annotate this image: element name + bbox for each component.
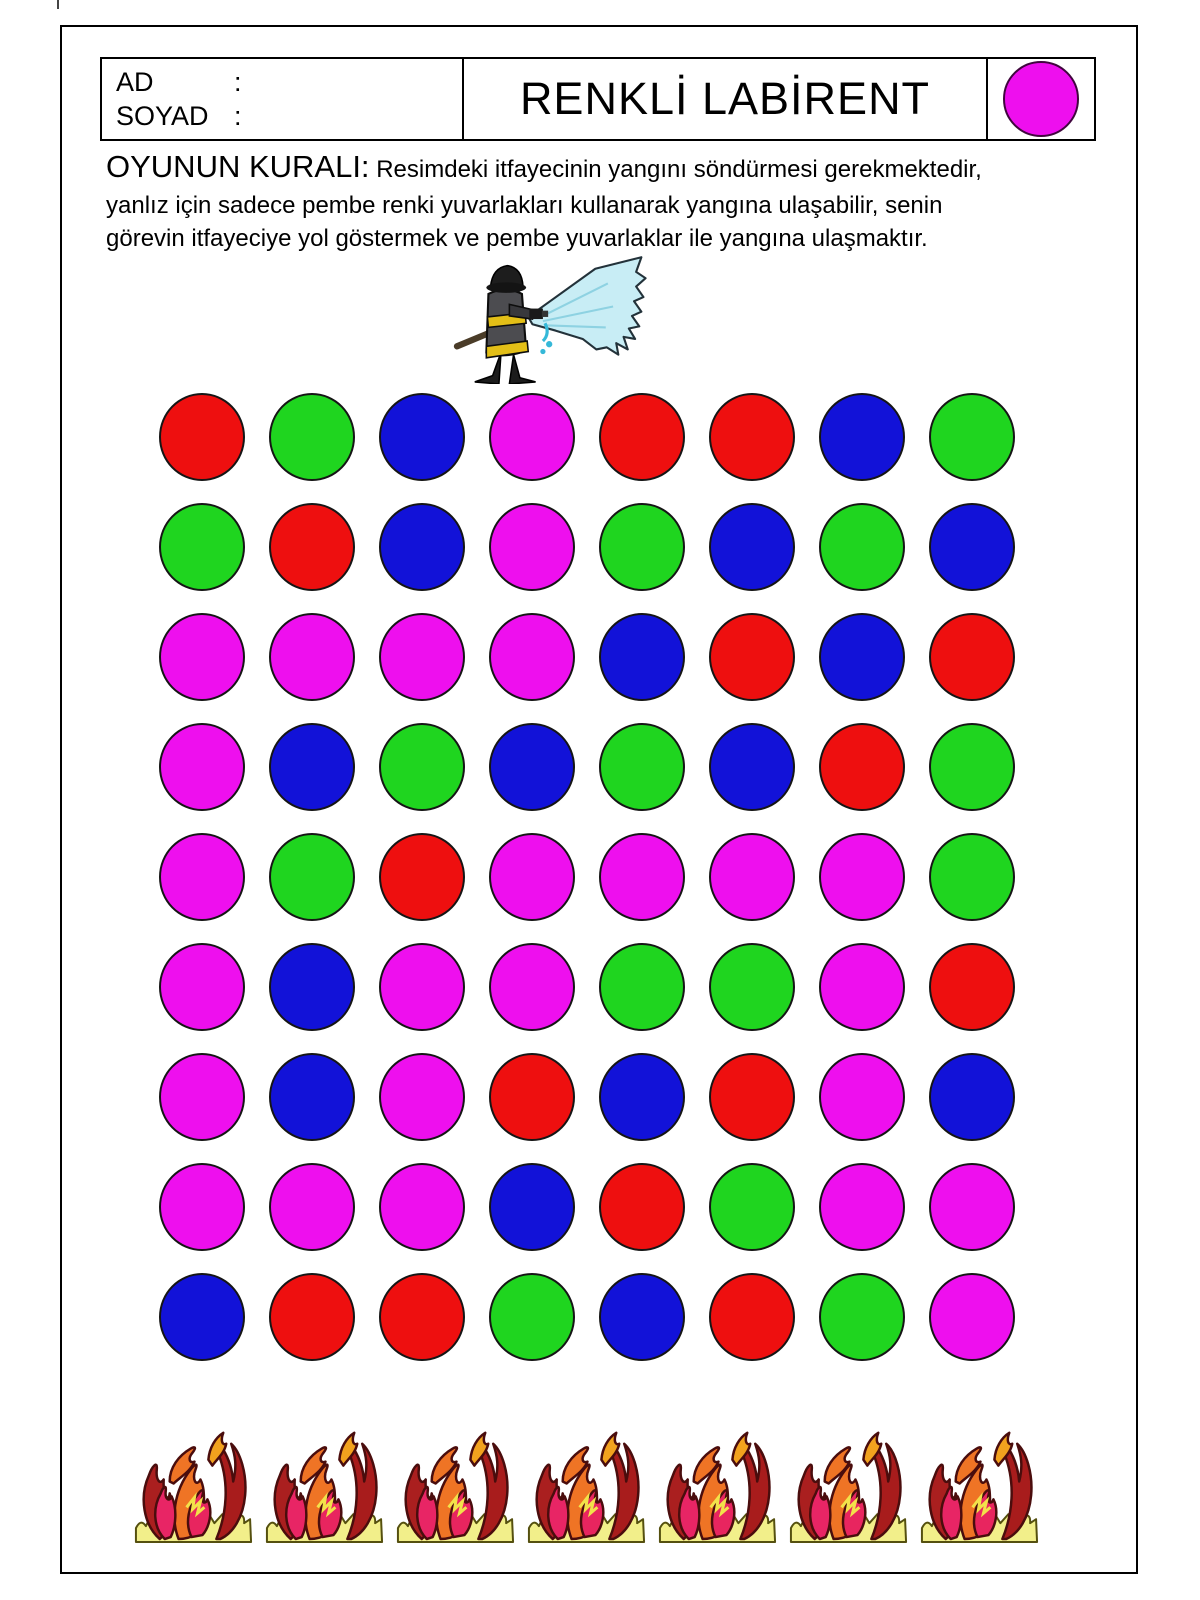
rules-line-2: yanlız için sadece pembe renki yuvarlakları kullanarak yangına ulaşabilir, senin (106, 192, 943, 219)
circle-r9-c8-magenta (929, 1273, 1015, 1361)
circle-r5-c4-magenta (489, 833, 575, 921)
circle-r5-c3-red (379, 833, 465, 921)
name-fields (102, 59, 464, 139)
circle-r5-c7-magenta (819, 833, 905, 921)
circle-r2-c2-red (269, 503, 355, 591)
crop-mark (57, 0, 59, 9)
circle-r2-c6-blue (709, 503, 795, 591)
circle-r8-c5-red (599, 1163, 685, 1251)
circle-r7-c3-magenta (379, 1053, 465, 1141)
circle-r7-c8-blue (929, 1053, 1015, 1141)
circle-r4-c4-blue (489, 723, 575, 811)
circle-r7-c1-magenta (159, 1053, 245, 1141)
circle-r7-c2-blue (269, 1053, 355, 1141)
name-field-soyad (116, 99, 462, 133)
rules-line-1-text: Resimdeki itfayecinin yangını söndürmesi gerekmektedir, (376, 156, 982, 183)
circle-r1-c2-green (269, 393, 355, 481)
circle-r4-c6-blue (709, 723, 795, 811)
circle-r1-c5-red (599, 393, 685, 481)
circle-r1-c4-magenta (489, 393, 575, 481)
circle-r7-c6-red (709, 1053, 795, 1141)
fire-icon (914, 1412, 1045, 1545)
circle-r7-c5-blue (599, 1053, 685, 1141)
circle-r2-c8-blue (929, 503, 1015, 591)
fire-icon (521, 1412, 652, 1545)
circle-r6-c6-green (709, 943, 795, 1031)
circle-r9-c3-red (379, 1273, 465, 1361)
circle-r2-c1-green (159, 503, 245, 591)
circle-r4-c1-magenta (159, 723, 245, 811)
name-label: AD (116, 67, 154, 97)
circle-r5-c1-magenta (159, 833, 245, 921)
circle-r9-c7-green (819, 1273, 905, 1361)
fire-icon (783, 1412, 914, 1545)
circle-grid (147, 382, 1027, 1372)
circle-r4-c5-green (599, 723, 685, 811)
circle-r6-c4-magenta (489, 943, 575, 1031)
circle-r8-c3-magenta (379, 1163, 465, 1251)
circle-r8-c6-green (709, 1163, 795, 1251)
surname-colon: : (234, 101, 242, 131)
circle-r6-c8-red (929, 943, 1015, 1031)
circle-r9-c2-red (269, 1273, 355, 1361)
circle-r2-c4-magenta (489, 503, 575, 591)
circle-r8-c1-magenta (159, 1163, 245, 1251)
circle-r9-c1-blue (159, 1273, 245, 1361)
header (100, 57, 1096, 141)
circle-r8-c4-blue (489, 1163, 575, 1251)
circle-r9-c6-red (709, 1273, 795, 1361)
fire-icon (259, 1412, 390, 1545)
circle-r8-c7-magenta (819, 1163, 905, 1251)
circle-r6-c1-magenta (159, 943, 245, 1031)
fire-icon (652, 1412, 783, 1545)
circle-r1-c7-blue (819, 393, 905, 481)
circle-r5-c6-magenta (709, 833, 795, 921)
circle-r5-c8-green (929, 833, 1015, 921)
circle-r2-c3-blue (379, 503, 465, 591)
circle-r4-c7-red (819, 723, 905, 811)
fire-icon (390, 1412, 521, 1545)
circle-r8-c2-magenta (269, 1163, 355, 1251)
circle-r1-c6-red (709, 393, 795, 481)
circle-r1-c8-green (929, 393, 1015, 481)
rules-heading: OYUNUN KURALI: (106, 149, 370, 184)
rules-text (106, 148, 1106, 255)
circle-r3-c4-magenta (489, 613, 575, 701)
rules-line-3: görevin itfayeciye yol göstermek ve pembe yuvarlaklar ile yangına ulaşmaktır. (106, 225, 928, 252)
surname-label: SOYAD (116, 101, 209, 131)
circle-r6-c5-green (599, 943, 685, 1031)
legend (986, 59, 1094, 139)
legend-circle (1003, 61, 1079, 137)
circle-r3-c7-blue (819, 613, 905, 701)
circle-r6-c7-magenta (819, 943, 905, 1031)
circle-r6-c2-blue (269, 943, 355, 1031)
page-title: RENKLİ LABİRENT (519, 73, 931, 124)
circle-r4-c2-blue (269, 723, 355, 811)
circle-r7-c4-red (489, 1053, 575, 1141)
circle-r9-c5-blue (599, 1273, 685, 1361)
circle-r3-c3-magenta (379, 613, 465, 701)
circle-r2-c7-green (819, 503, 905, 591)
circle-r9-c4-green (489, 1273, 575, 1361)
circle-r5-c2-green (269, 833, 355, 921)
circle-r6-c3-magenta (379, 943, 465, 1031)
circle-r3-c1-magenta (159, 613, 245, 701)
circle-r4-c8-green (929, 723, 1015, 811)
fire-row (128, 1412, 1045, 1545)
circle-r7-c7-magenta (819, 1053, 905, 1141)
name-field-ad (116, 65, 462, 99)
circle-r3-c2-magenta (269, 613, 355, 701)
circle-r8-c8-magenta (929, 1163, 1015, 1251)
circle-r2-c5-green (599, 503, 685, 591)
circle-r5-c5-magenta (599, 833, 685, 921)
circle-r1-c1-red (159, 393, 245, 481)
circle-r3-c6-red (709, 613, 795, 701)
circle-r4-c3-green (379, 723, 465, 811)
fire-icon (128, 1412, 259, 1545)
name-colon: : (234, 67, 242, 97)
circle-r3-c5-blue (599, 613, 685, 701)
rules-line-1 (106, 148, 1106, 189)
firefighter-spraying-water-icon (440, 252, 650, 384)
circle-r1-c3-blue (379, 393, 465, 481)
circle-r3-c8-red (929, 613, 1015, 701)
